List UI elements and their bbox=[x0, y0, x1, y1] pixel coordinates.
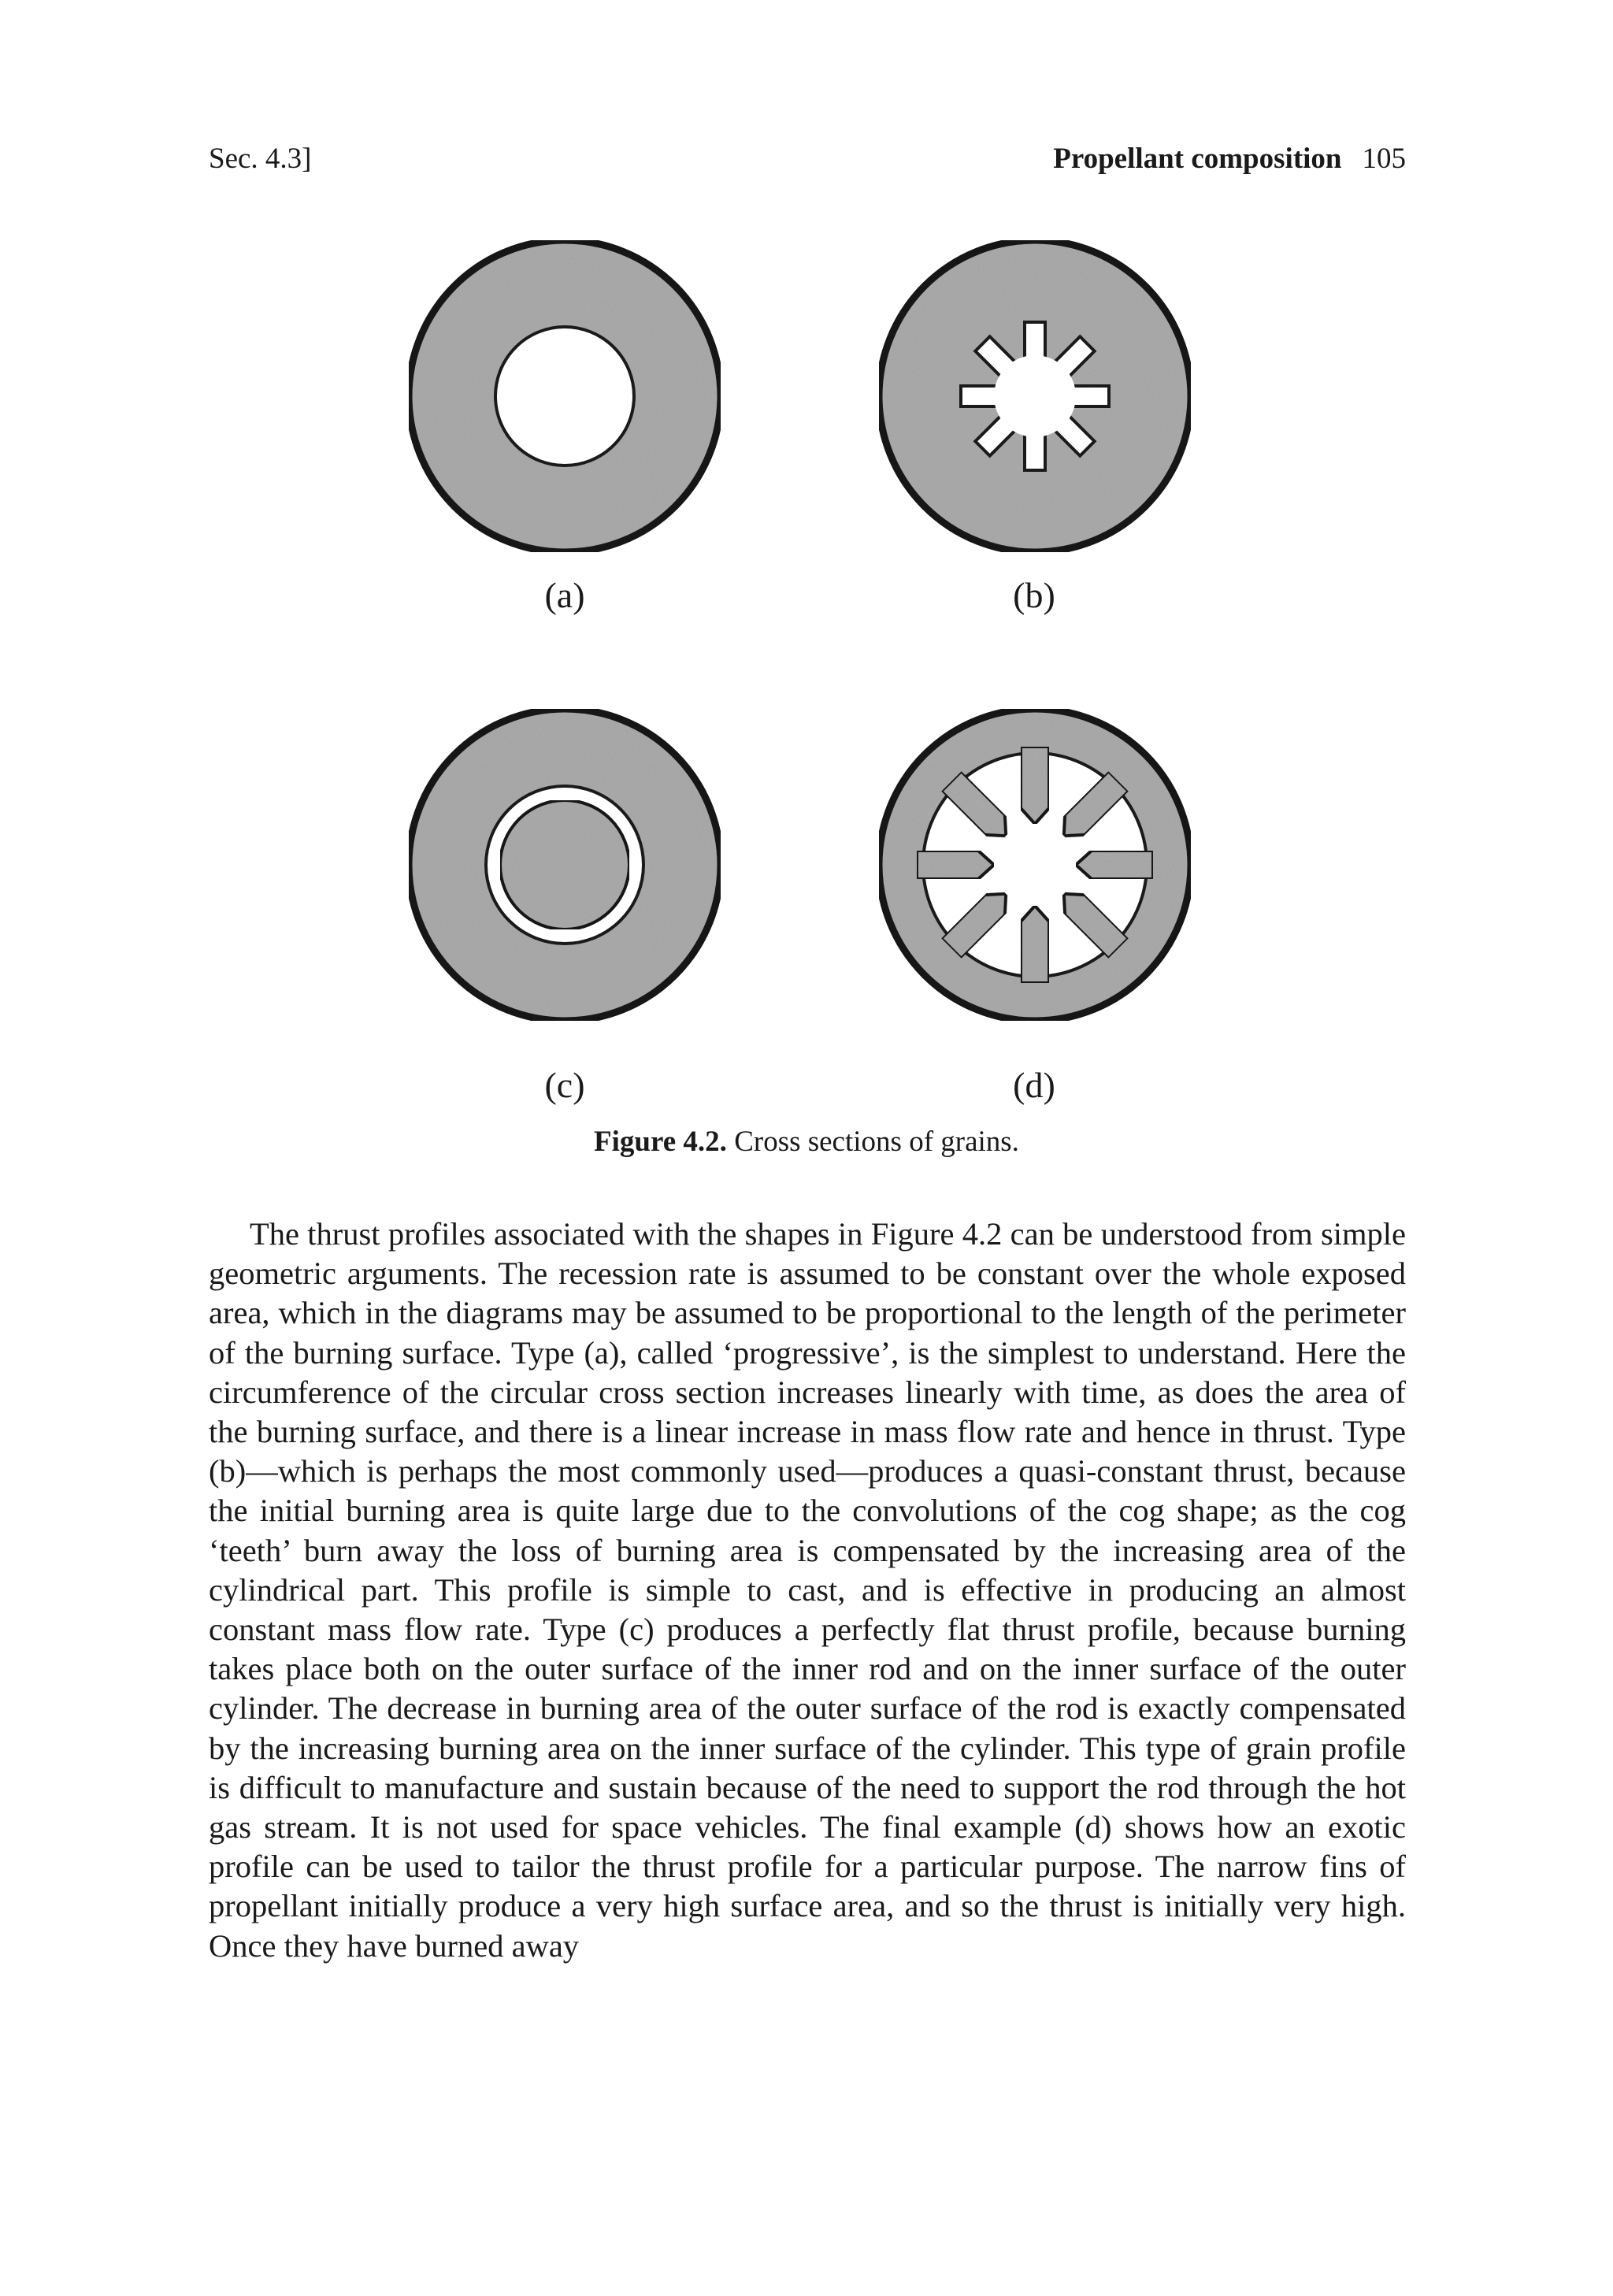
propellant-fin bbox=[1021, 906, 1049, 983]
grain-cross-sections-figure bbox=[0, 0, 1613, 1118]
panel-label-b: (b) bbox=[1013, 575, 1055, 615]
panel-label-a: (a) bbox=[544, 575, 585, 615]
figure-number: Figure 4.2. bbox=[594, 1126, 727, 1158]
propellant-fin bbox=[1021, 747, 1049, 824]
grain-d-finned-bore bbox=[879, 709, 1191, 1021]
figure-caption bbox=[0, 1118, 1613, 1166]
grain-c-rod-in-tube bbox=[409, 709, 721, 1021]
propellant-fin bbox=[1076, 851, 1153, 879]
grain-a-circular-bore bbox=[409, 240, 721, 552]
grain-c-inner-rod bbox=[500, 800, 629, 929]
propellant-fin bbox=[917, 851, 994, 879]
body-paragraph: The thrust profiles associated with the shapes in Figure 4.2 can be understood from simple geometric arguments. The recession rate is assumed to be constant over the whole exposed area, which in the diagrams may be assumed to be proportional to the length of the perimeter of the burning surface. Type (a), called ‘progressive’, is the simplest to understand. Here the circumference of the circular cross section increases linearly with time, as does the area of the burning surface, and there is a linear increase in mass flow rate and hence in thrust. Type (b)—which is perhaps the most commonly used—produces a quasi-constant thrust, because the initial burning area is quite large due to the convolutions of the cog shape; as the cog ‘teeth’ burn away the loss of burning area is compensated by the increasing area of the cylindrical part. This profile is simple to cast, and is effective in producing an almost constant mass flow rate. Type (c) produces a perfectly flat thrust profile, because burning takes place both on the outer surface of the inner rod and on the inner surface of the outer cylinder. The decrease in burning area of the outer surface of the rod is exactly compensated by the increasing burning area on the inner surface of the cylinder. This type of grain profile is difficult to manufacture and sustain because of the need to support the rod through the hot gas stream. It is not used for space vehicles. The final example (d) shows how an exotic profile can be used to tailor the thrust profile for a particular purpose. The narrow fins of propellant initially produce a very high surface area, and so the thrust is initially very high. Once they have burned away bbox=[209, 1216, 1406, 1964]
grain-b-cog-bore bbox=[879, 240, 1191, 552]
section-reference: Sec. 4.3] bbox=[209, 143, 312, 175]
panel-label-c: (c) bbox=[544, 1065, 585, 1105]
panel-label-d: (d) bbox=[1013, 1065, 1055, 1105]
page-number: 105 bbox=[1362, 143, 1406, 175]
grain-b-bore-center bbox=[994, 355, 1076, 437]
grain-a-bore bbox=[495, 327, 634, 466]
chapter-title: Propellant composition bbox=[1053, 143, 1342, 175]
figure-caption-text: Cross sections of grains. bbox=[734, 1126, 1019, 1158]
